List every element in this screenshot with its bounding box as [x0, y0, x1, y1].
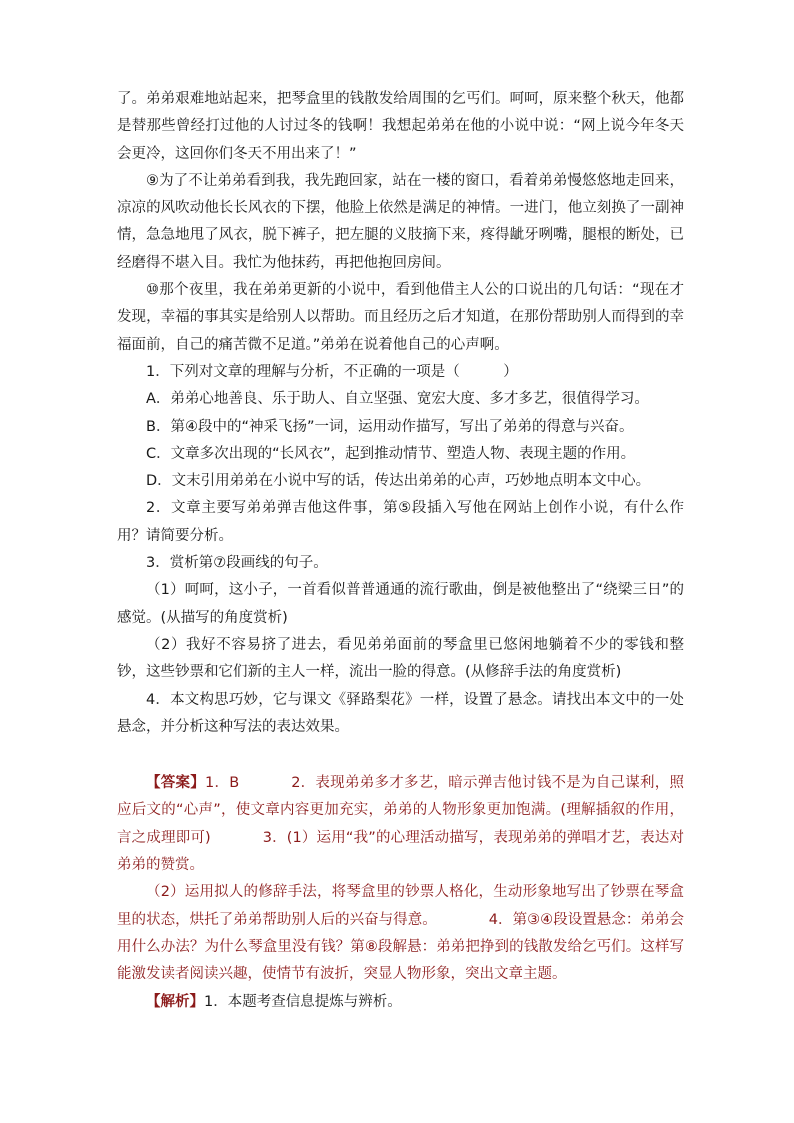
question-1-option-c: C．文章多次出现的“长风衣”，起到推动情节、塑造人物、表现主题的作用。 — [146, 445, 636, 462]
story-paragraph-10: ⑩那个夜里，我在弟弟更新的小说中，看到他借主人公的口说出的几句话：“现在才发现，幸福的事其实是给别人以帮助。而且经历之后才知道，在那份帮助别人而得到的幸福面前，自己的痛苦微不足道。”弟弟在说着他自己的心声啊。 — [117, 282, 684, 353]
answer-1: 1．B — [205, 775, 240, 792]
question-3-part-2: （2）我好不容易挤了进去，看见弟弟面前的琴盒里已悠闲地躺着不少的零钱和整钞，这些钞票和它们新的主人一样，流出一脸的得意。(从修辞手法的角度赏析) — [117, 636, 684, 681]
question-1-option-a: A．弟弟心地善良、乐于助人、自立坚强、宽宏大度、多才多艺，很值得学习。 — [146, 391, 649, 408]
question-2: 2．文章主要写弟弟弹吉他这件事，第⑤段插入写他在网站上创作小说，有什么作用？请简要分析。 — [117, 500, 684, 544]
answer-3-part-1: 3．(1）运用“我”的心理活动描写，表现弟弟的弹唱才艺，表达对弟弟的赞赏。 — [117, 829, 684, 874]
story-paragraph-8: 了。弟弟艰难地站起来，把琴盒里的钱散发给周围的乞丐们。呵呵，原来整个秋天，他都是替那些曾经打过他的人讨过冬的钱啊！我想起弟弟在他的小说中说：“网上说今年冬天会更冷，这回你们冬天不用出来了！” — [117, 91, 684, 162]
question-3: 3．赏析第⑦段画线的句子。 — [146, 555, 328, 572]
question-1-option-b: B．第④段中的“神采飞扬”一词，运用动作描写，写出了弟弟的得意与兴奋。 — [146, 418, 634, 435]
section-spacer — [117, 741, 684, 770]
answer-2: 2．表现弟弟多才多艺，暗示弹吉他讨钱不是为自己谋利，照应后文的“心声”，使文章内容更加充实，弟弟的人物形象更加饱满。(理解插叙的作用，言之成理即可) — [117, 775, 684, 846]
answer-label: 【答案】 — [146, 775, 206, 792]
answer-4: 4．第③④段设置悬念：弟弟会用什么办法？为什么琴盒里没有钱？第⑧段解悬：弟弟把挣到的钱散发给乞丐们。这样写能激发读者阅读兴趣，使情节有波折，突显人物形象，突出文章主题。 — [117, 911, 684, 983]
story-paragraph-9: ⑨为了不让弟弟看到我，我先跑回家，站在一楼的窗口，看着弟弟慢悠悠地走回来，凉凉的风吹动他长长风衣的下摆，他脸上依然是满足的神情。一进门，他立刻换了一副神情，急急地甩了风衣，脱下裤子，把左腿的义肢摘下来，疼得龇牙咧嘴，腿根的断处，已经磨得不堪入目。我忙为他抹药，再把他抱回房间。 — [117, 172, 684, 271]
question-3-part-1: （1）呵呵，这小子，一首看似普普通通的流行歌曲，倒是被他整出了“绕梁三日”的感觉。(从描写的角度赏析) — [117, 582, 684, 626]
analysis-1: 1．本题考查信息提炼与辨析。 — [204, 993, 402, 1010]
analysis-block — [117, 989, 684, 1016]
question-1: 1．下列对文章的理解与分析，不正确的一项是（ ） — [146, 363, 518, 380]
answer-3-part-2: （2）运用拟人的修辞手法，将琴盒里的钞票人格化，生动形象地写出了钞票在琴盒里的状态，烘托了弟弟帮助别人后的兴奋与得意。 — [117, 884, 684, 928]
analysis-label: 【解析】 — [146, 993, 204, 1010]
question-4: 4．本文构思巧妙，它与课文《驿路梨花》一样，设置了悬念。请找出本文中的一处悬念，并分析这种写法的表达效果。 — [117, 691, 684, 735]
answer-block — [117, 770, 684, 879]
question-1-option-d: D．文末引用弟弟在小说中写的话，传达出弟弟的心声，巧妙地点明本文中心。 — [146, 473, 651, 490]
answer-block-continued — [117, 879, 684, 988]
